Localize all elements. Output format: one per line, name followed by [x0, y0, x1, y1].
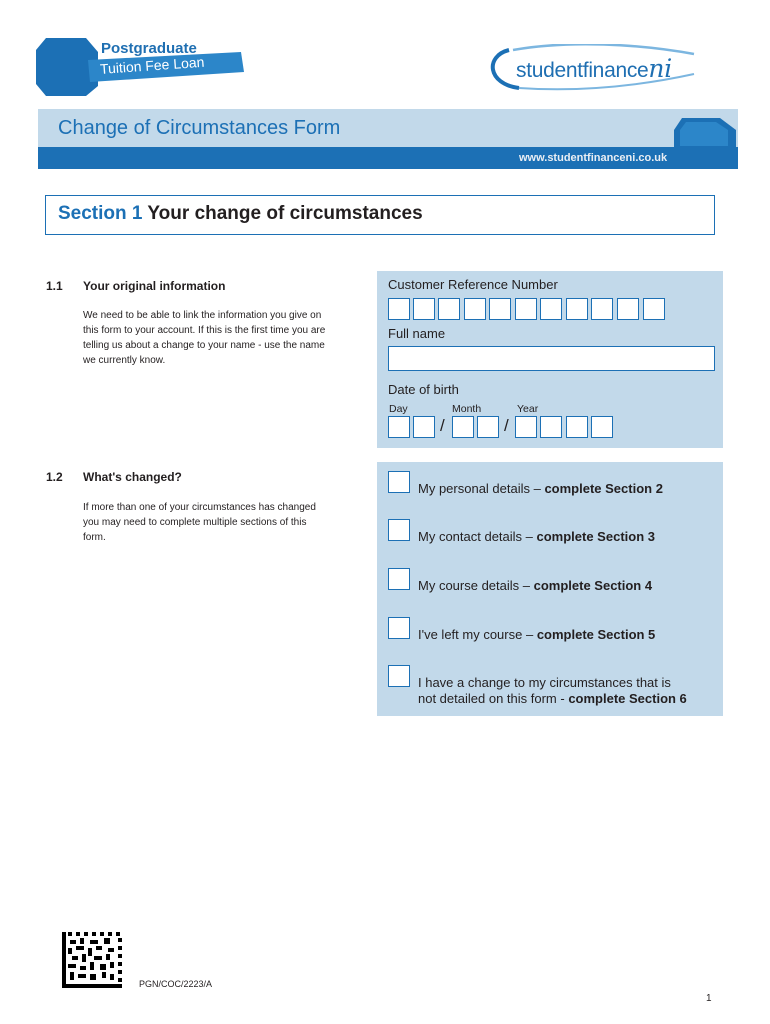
option-contact-details: My contact details – complete Section 3 — [418, 529, 655, 544]
month-label: Month — [452, 403, 482, 415]
option-course-details: My course details – complete Section 4 — [418, 578, 653, 593]
left-course-checkbox[interactable] — [388, 617, 410, 639]
crn-digit-box[interactable] — [388, 298, 410, 320]
badge-title: Postgraduate — [101, 40, 197, 57]
form-code: PGN/COC/2223/A — [139, 979, 213, 989]
hexagon-decoration — [672, 116, 738, 156]
website-link[interactable]: www.studentfinanceni.co.uk — [519, 152, 668, 164]
dob-year-box[interactable] — [515, 416, 537, 438]
crn-label: Customer Reference Number — [388, 277, 558, 292]
contact-details-checkbox[interactable] — [388, 519, 410, 541]
crn-digit-box[interactable] — [617, 298, 639, 320]
option-left-course: I've left my course – complete Section 5 — [418, 627, 656, 642]
option-other-change-line2: not detailed on this form - complete Section 6 — [418, 691, 687, 706]
logo-text: studentfinance — [516, 59, 649, 82]
barcode-image — [62, 932, 122, 988]
question-number: 1.1 — [46, 279, 63, 293]
dob-month-box[interactable] — [477, 416, 499, 438]
crn-digit-box[interactable] — [643, 298, 665, 320]
crn-digit-box[interactable] — [540, 298, 562, 320]
dob-label: Date of birth — [388, 382, 459, 397]
dob-year-box[interactable] — [591, 416, 613, 438]
full-name-field[interactable] — [388, 346, 715, 371]
logo-ni: ni — [648, 54, 672, 83]
date-separator: / — [504, 416, 509, 435]
date-separator: / — [440, 416, 445, 435]
crn-digit-box[interactable] — [464, 298, 486, 320]
crn-digit-box[interactable] — [489, 298, 511, 320]
page-number: 1 — [706, 993, 712, 1004]
question-help-text: If more than one of your circumstances has changed you may need to complete multiple sections of this form. — [83, 502, 316, 543]
other-change-checkbox[interactable] — [388, 665, 410, 687]
question-title: Your original information — [83, 279, 226, 293]
section-number: Section 1 — [58, 203, 143, 224]
full-name-label: Full name — [388, 326, 446, 341]
option-other-change: I have a change to my circumstances that is — [418, 675, 671, 690]
badge-subtitle: Tuition Fee Loan — [99, 53, 205, 77]
personal-details-checkbox[interactable] — [388, 471, 410, 493]
dob-year-box[interactable] — [566, 416, 588, 438]
dob-year-box[interactable] — [540, 416, 562, 438]
form-title: Change of Circumstances Form — [58, 117, 341, 139]
section-title: Your change of circumstances — [147, 203, 423, 224]
crn-digit-box[interactable] — [591, 298, 613, 320]
question-help-text: We need to be able to link the information you give on this form to your account. If this is the first time you are telling us about a change to your name - use the name we currently know. — [83, 310, 326, 366]
crn-digit-box[interactable] — [438, 298, 460, 320]
question-title: What's changed? — [83, 470, 182, 484]
dob-day-box[interactable] — [388, 416, 410, 438]
dob-month-box[interactable] — [452, 416, 474, 438]
option-personal-details: My personal details – complete Section 2 — [418, 481, 663, 496]
crn-digit-box[interactable] — [413, 298, 435, 320]
crn-digit-box[interactable] — [515, 298, 537, 320]
dob-day-box[interactable] — [413, 416, 435, 438]
course-details-checkbox[interactable] — [388, 568, 410, 590]
question-number: 1.2 — [46, 470, 63, 484]
crn-digit-box[interactable] — [566, 298, 588, 320]
section-heading — [58, 203, 423, 225]
logo-wordmark — [516, 54, 672, 83]
day-label: Day — [389, 403, 408, 415]
year-label: Year — [517, 403, 539, 415]
